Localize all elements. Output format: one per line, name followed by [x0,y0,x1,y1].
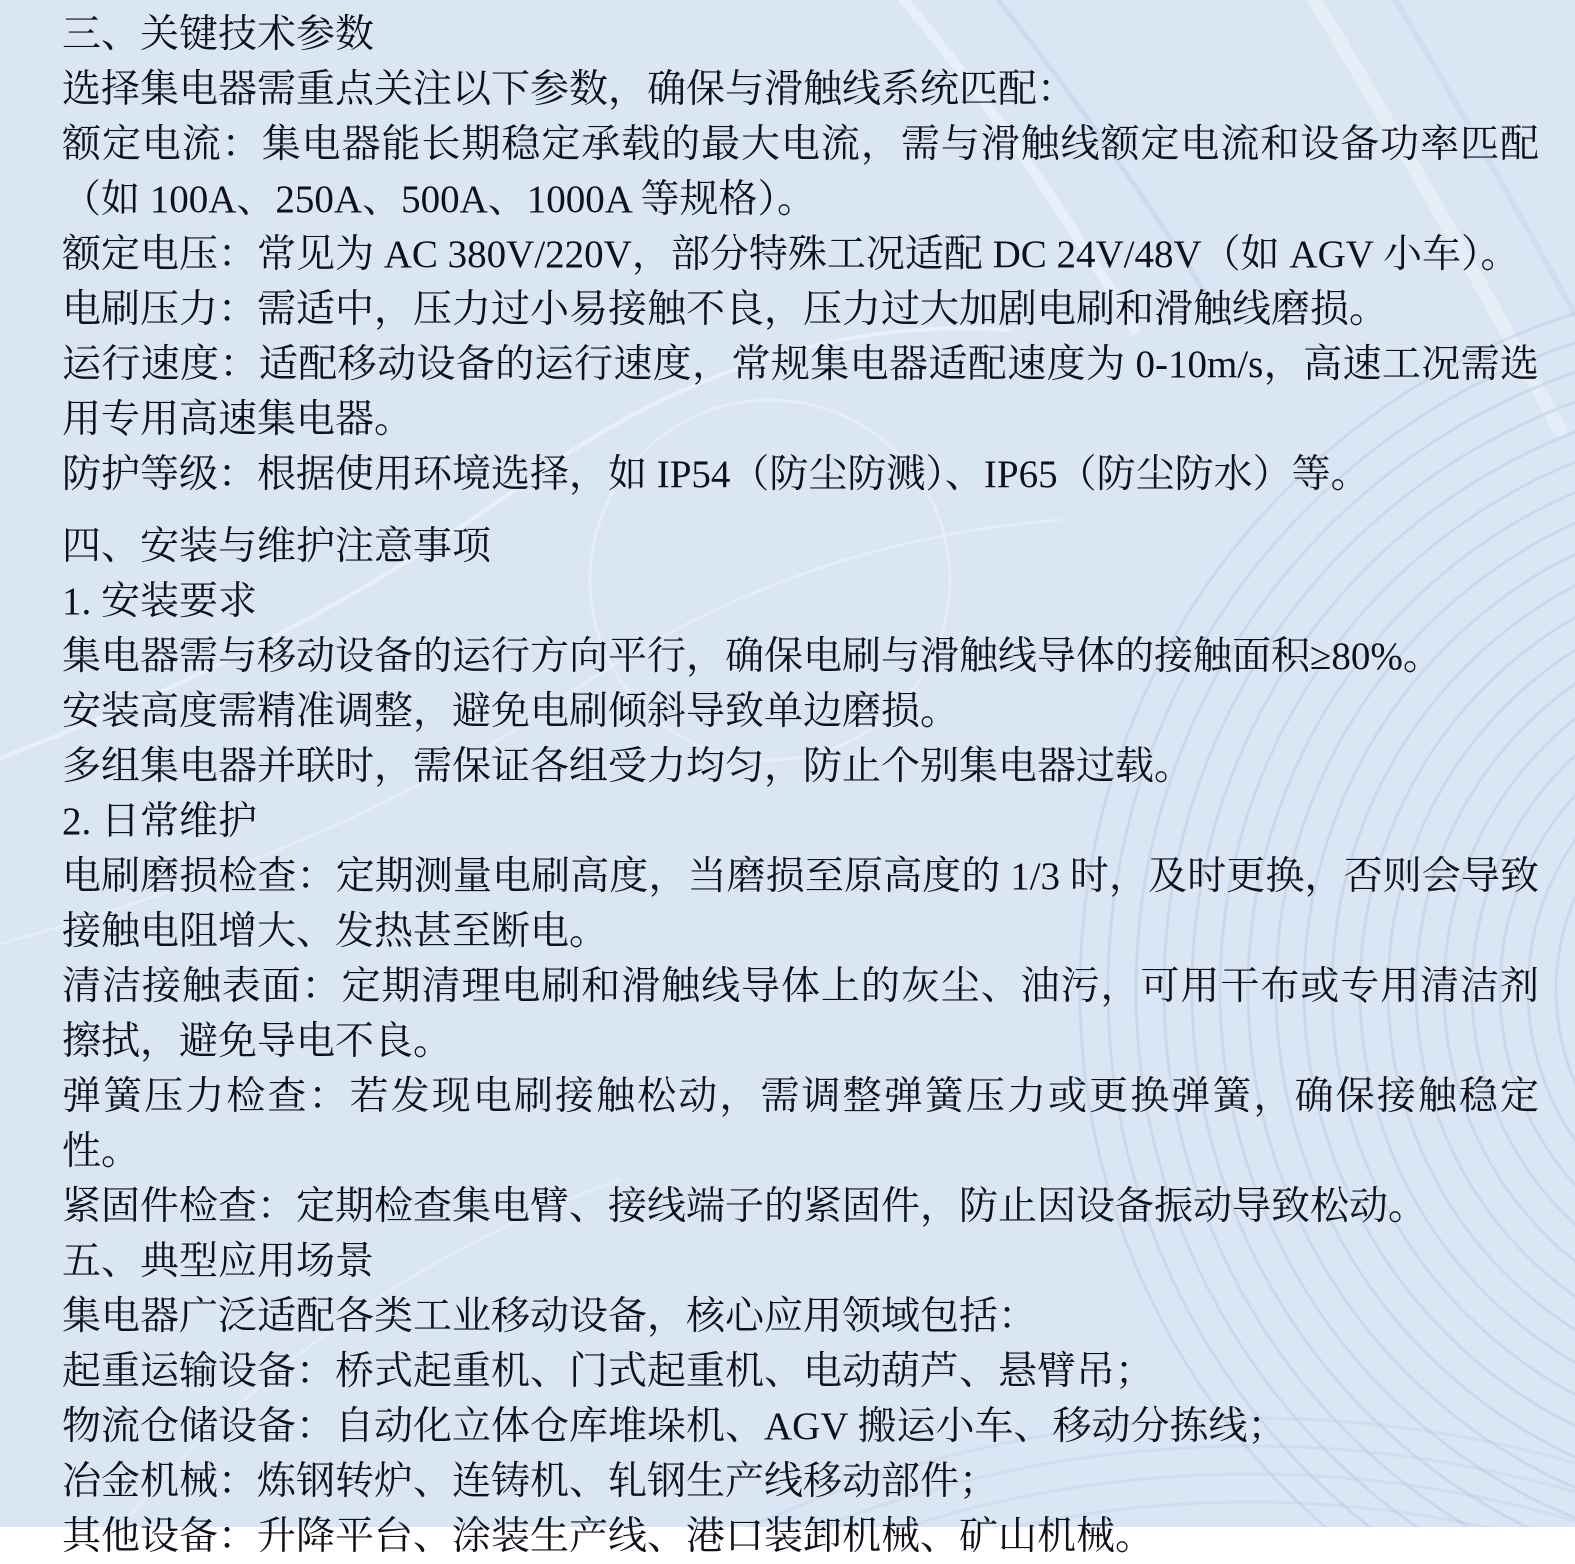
subheading: 2. 日常维护 [62,800,258,843]
paragraph: 安装高度需精准调整，避免电刷倾斜导致单边磨损。 [62,690,960,733]
section-heading: 五、典型应用场景 [62,1240,375,1283]
paragraph: 集电器广泛适配各类工业移动设备，核心应用领域包括： [62,1295,1038,1338]
paragraph: 额定电压：常见为 AC 380V/220V，部分特殊工况适配 DC 24V/48V（如 AGV 小车）。 [62,233,1520,276]
paragraph: 起重运输设备：桥式起重机、门式起重机、电动葫芦、悬臂吊； [62,1350,1155,1393]
paragraph: 清洁接触表面：定期清理电刷和滑触线导体上的灰尘、油污，可用干布或专用清洁剂擦拭，避免导电不良。 [62,965,1539,1063]
paragraph: 其他设备：升降平台、涂装生产线、港口装卸机械、矿山机械。 [62,1515,1155,1558]
section-heading: 四、安装与维护注意事项 [62,525,492,568]
paragraph: 运行速度：适配移动设备的运行速度，常规集电器适配速度为 0-10m/s，高速工况需选用专用高速集电器。 [62,343,1539,441]
paragraph: 选择集电器需重点关注以下参数，确保与滑触线系统匹配： [62,68,1077,111]
paragraph: 冶金机械：炼钢转炉、连铸机、轧钢生产线移动部件； [62,1460,999,1503]
paragraph: 电刷磨损检查：定期测量电刷高度，当磨损至原高度的 1/3 时，及时更换，否则会导致接触电阻增大、发热甚至断电。 [62,855,1539,953]
section-key-parameters [62,7,1539,502]
section-applications [62,1234,1539,1564]
paragraph: 防护等级：根据使用环境选择，如 IP54（防尘防溅）、IP65（防尘防水）等。 [62,453,1370,496]
paragraph: 物流仓储设备：自动化立体仓库堆垛机、AGV 搬运小车、移动分拣线； [62,1405,1287,1448]
paragraph: 电刷压力：需适中，压力过小易接触不良，压力过大加剧电刷和滑触线磨损。 [62,288,1389,331]
paragraph: 集电器需与移动设备的运行方向平行，确保电刷与滑触线导体的接触面积≥80%。 [62,635,1442,678]
paragraph: 紧固件检查：定期检查集电臂、接线端子的紧固件，防止因设备振动导致松动。 [62,1185,1428,1228]
section-install-maintain [62,519,1539,1234]
paragraph: 多组集电器并联时，需保证各组受力均匀，防止个别集电器过载。 [62,745,1194,788]
paragraph: 额定电流：集电器能长期稳定承载的最大电流，需与滑触线额定电流和设备功率匹配（如 100A、250A、500A、1000A 等规格）。 [62,123,1539,221]
paragraph: 弹簧压力检查：若发现电刷接触松动，需调整弹簧压力或更换弹簧，确保接触稳定性。 [62,1075,1539,1173]
section-heading: 三、关键技术参数 [62,13,375,56]
subheading: 1. 安装要求 [62,580,258,623]
